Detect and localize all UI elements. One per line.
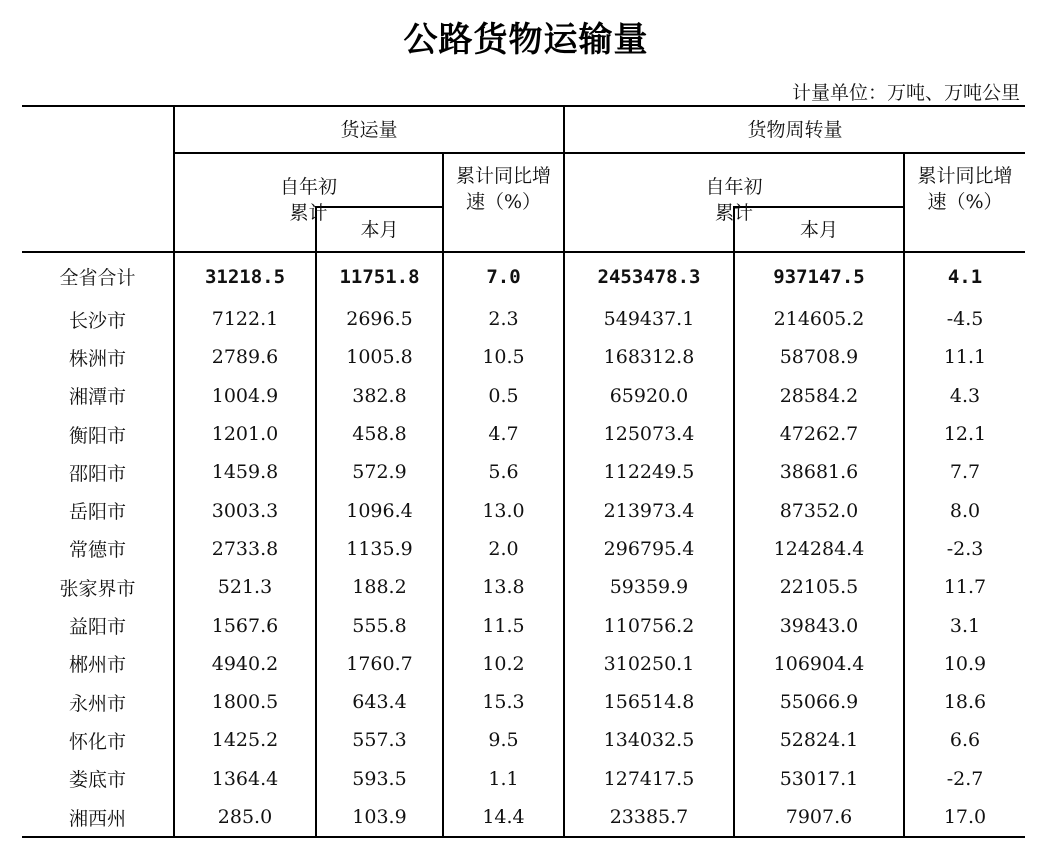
freight-table <box>22 105 1025 838</box>
table-row <box>22 252 1025 300</box>
freight-month-cell: 1005.8 <box>316 338 443 376</box>
freight-ytd-cell: 1201.0 <box>174 415 316 453</box>
freight-ytd-cell: 1459.8 <box>174 453 316 491</box>
freight-month-cell: 11751.8 <box>316 252 443 300</box>
turnover-ytd-cell: 127417.5 <box>564 760 734 798</box>
turnover-growth-cell: 8.0 <box>904 491 1025 529</box>
page-title: 公路货物运输量 <box>403 20 649 60</box>
freight-month-cell: 1760.7 <box>316 645 443 683</box>
freight-ytd-cell: 1567.6 <box>174 606 316 644</box>
region-header-cell <box>22 106 174 252</box>
region-cell: 娄底市 <box>68 769 126 792</box>
turnover-growth-cell: -2.3 <box>904 530 1025 568</box>
turnover-month-cell: 7907.6 <box>734 798 904 837</box>
turnover-ytd-cell: 134032.5 <box>564 721 734 759</box>
table-body <box>22 252 1025 837</box>
region-cell: 常德市 <box>68 539 126 562</box>
region-cell: 湘潭市 <box>68 386 126 409</box>
freight-ytd-cell: 1004.9 <box>174 377 316 415</box>
turnover-ytd-cell: 549437.1 <box>564 300 734 338</box>
turnover-growth-cell: 3.1 <box>904 606 1025 644</box>
turnover-growth-cell: 6.6 <box>904 721 1025 759</box>
region-cell: 益阳市 <box>68 616 126 639</box>
region-cell: 邵阳市 <box>68 462 126 485</box>
turnover-header: 货物周转量 <box>564 106 1025 153</box>
fv-growth-label: 累计同比增 速（%） <box>455 164 551 213</box>
turnover-growth-cell: 10.9 <box>904 645 1025 683</box>
freight-growth-cell: 1.1 <box>443 760 564 798</box>
turnover-month-cell: 58708.9 <box>734 338 904 376</box>
turnover-growth-cell: -2.7 <box>904 760 1025 798</box>
freight-month-cell: 103.9 <box>316 798 443 837</box>
turnover-growth-cell: 17.0 <box>904 798 1025 837</box>
freight-month-cell: 555.8 <box>316 606 443 644</box>
table-row <box>22 491 1025 529</box>
turnover-month-cell: 39843.0 <box>734 606 904 644</box>
turnover-ytd-cell: 65920.0 <box>564 377 734 415</box>
to-ytd-spacer <box>564 207 734 252</box>
table-row <box>22 415 1025 453</box>
freight-ytd-cell: 1364.4 <box>174 760 316 798</box>
turnover-month-cell: 53017.1 <box>734 760 904 798</box>
region-cell: 郴州市 <box>68 654 126 677</box>
region-cell: 湘西州 <box>68 807 126 830</box>
fv-growth-header <box>443 153 564 252</box>
turnover-month-cell: 124284.4 <box>734 530 904 568</box>
table-row <box>22 338 1025 376</box>
to-growth-label: 累计同比增 速（%） <box>917 164 1013 213</box>
region-cell: 长沙市 <box>68 309 126 332</box>
table-row <box>22 606 1025 644</box>
freight-ytd-cell: 31218.5 <box>174 252 316 300</box>
freight-growth-cell: 2.0 <box>443 530 564 568</box>
freight-ytd-cell: 7122.1 <box>174 300 316 338</box>
freight-ytd-cell: 1800.5 <box>174 683 316 721</box>
table-row <box>22 683 1025 721</box>
freight-month-cell: 557.3 <box>316 721 443 759</box>
table-row <box>22 453 1025 491</box>
freight-ytd-cell: 2789.6 <box>174 338 316 376</box>
turnover-month-cell: 937147.5 <box>734 252 904 300</box>
turnover-month-cell: 87352.0 <box>734 491 904 529</box>
freight-month-cell: 188.2 <box>316 568 443 606</box>
freight-month-cell: 593.5 <box>316 760 443 798</box>
turnover-month-cell: 55066.9 <box>734 683 904 721</box>
freight-growth-cell: 14.4 <box>443 798 564 837</box>
freight-month-cell: 1096.4 <box>316 491 443 529</box>
fv-ytd-header <box>174 153 443 224</box>
region-cell: 怀化市 <box>68 730 126 753</box>
freight-growth-cell: 4.7 <box>443 415 564 453</box>
turnover-ytd-cell: 112249.5 <box>564 453 734 491</box>
turnover-growth-cell: 12.1 <box>904 415 1025 453</box>
turnover-growth-cell: 18.6 <box>904 683 1025 721</box>
table-row <box>22 377 1025 415</box>
table-row <box>22 798 1025 837</box>
turnover-ytd-cell: 296795.4 <box>564 530 734 568</box>
table-row <box>22 530 1025 568</box>
freight-ytd-cell: 3003.3 <box>174 491 316 529</box>
region-cell: 株洲市 <box>68 347 126 370</box>
freight-growth-cell: 2.3 <box>443 300 564 338</box>
table-header <box>22 106 1025 252</box>
turnover-ytd-cell: 110756.2 <box>564 606 734 644</box>
freight-growth-cell: 5.6 <box>443 453 564 491</box>
region-cell: 张家界市 <box>59 577 136 600</box>
turnover-ytd-cell: 125073.4 <box>564 415 734 453</box>
to-month-header: 本月 <box>734 207 904 252</box>
turnover-month-cell: 214605.2 <box>734 300 904 338</box>
turnover-growth-cell: 11.7 <box>904 568 1025 606</box>
freight-month-cell: 643.4 <box>316 683 443 721</box>
freight-growth-cell: 9.5 <box>443 721 564 759</box>
freight-ytd-cell: 2733.8 <box>174 530 316 568</box>
turnover-month-cell: 22105.5 <box>734 568 904 606</box>
freight-growth-cell: 0.5 <box>443 377 564 415</box>
table-row <box>22 645 1025 683</box>
turnover-ytd-cell: 2453478.3 <box>564 252 734 300</box>
fv-month-header: 本月 <box>316 207 443 252</box>
freight-growth-cell: 7.0 <box>443 252 564 300</box>
turnover-growth-cell: 7.7 <box>904 453 1025 491</box>
freight-ytd-cell: 285.0 <box>174 798 316 837</box>
freight-month-cell: 1135.9 <box>316 530 443 568</box>
fv-ytd-label: 自年初 累计 <box>279 176 337 224</box>
region-cell: 衡阳市 <box>68 424 126 447</box>
region-cell: 全省合计 <box>59 267 136 289</box>
freight-month-cell: 572.9 <box>316 453 443 491</box>
turnover-month-cell: 28584.2 <box>734 377 904 415</box>
freight-volume-header: 货运量 <box>174 106 564 153</box>
table-row <box>22 300 1025 338</box>
turnover-growth-cell: 4.3 <box>904 377 1025 415</box>
freight-growth-cell: 15.3 <box>443 683 564 721</box>
freight-month-cell: 382.8 <box>316 377 443 415</box>
freight-ytd-cell: 4940.2 <box>174 645 316 683</box>
turnover-growth-cell: 11.1 <box>904 338 1025 376</box>
unit-note: 计量单位：万吨、万吨公里 <box>791 82 1020 104</box>
turnover-ytd-cell: 310250.1 <box>564 645 734 683</box>
region-cell: 岳阳市 <box>68 501 126 524</box>
to-growth-header <box>904 153 1025 252</box>
freight-month-cell: 458.8 <box>316 415 443 453</box>
turnover-growth-cell: 4.1 <box>904 252 1025 300</box>
region-cell: 永州市 <box>68 692 126 715</box>
freight-ytd-cell: 521.3 <box>174 568 316 606</box>
freight-growth-cell: 10.2 <box>443 645 564 683</box>
turnover-month-cell: 52824.1 <box>734 721 904 759</box>
turnover-ytd-cell: 168312.8 <box>564 338 734 376</box>
freight-growth-cell: 11.5 <box>443 606 564 644</box>
to-ytd-header <box>564 153 904 224</box>
freight-growth-cell: 13.0 <box>443 491 564 529</box>
freight-growth-cell: 13.8 <box>443 568 564 606</box>
table-row <box>22 760 1025 798</box>
freight-growth-cell: 10.5 <box>443 338 564 376</box>
turnover-growth-cell: -4.5 <box>904 300 1025 338</box>
turnover-month-cell: 38681.6 <box>734 453 904 491</box>
turnover-month-cell: 47262.7 <box>734 415 904 453</box>
to-ytd-label: 自年初 累计 <box>705 176 763 224</box>
table-row <box>22 721 1025 759</box>
freight-ytd-cell: 1425.2 <box>174 721 316 759</box>
table-row <box>22 568 1025 606</box>
turnover-ytd-cell: 156514.8 <box>564 683 734 721</box>
turnover-ytd-cell: 213973.4 <box>564 491 734 529</box>
turnover-ytd-cell: 23385.7 <box>564 798 734 837</box>
turnover-month-cell: 106904.4 <box>734 645 904 683</box>
turnover-ytd-cell: 59359.9 <box>564 568 734 606</box>
freight-month-cell: 2696.5 <box>316 300 443 338</box>
